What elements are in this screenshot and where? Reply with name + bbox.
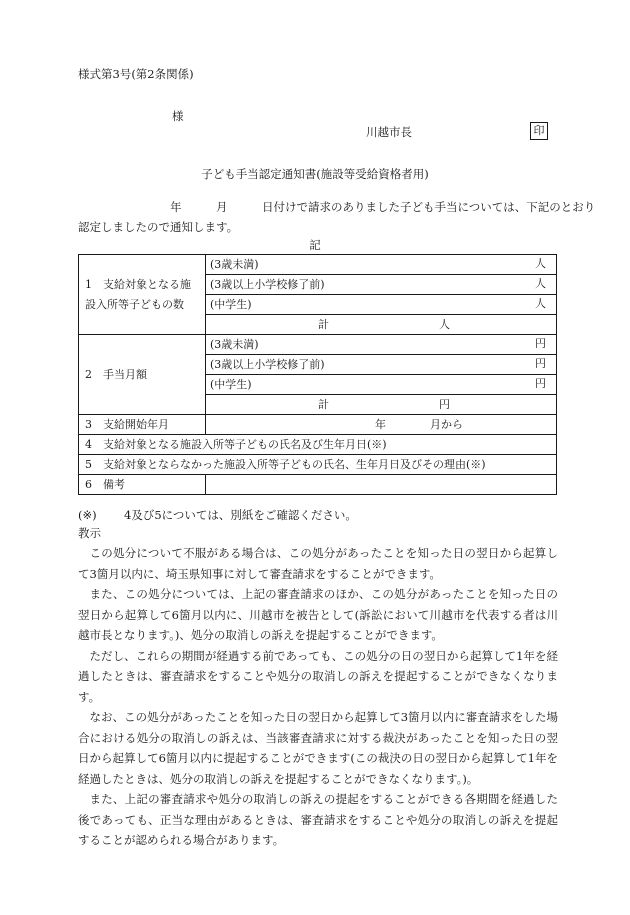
row1-total-label: 計 bbox=[318, 317, 329, 331]
intro-month-label: 月 bbox=[216, 200, 228, 214]
kyoji-heading: 教示 bbox=[78, 526, 101, 540]
row2-item bbox=[206, 375, 557, 395]
row3-label: 3 支給開始年月 bbox=[79, 415, 206, 435]
row2-item-unit: 円 bbox=[535, 357, 546, 370]
row1-item-unit: 人 bbox=[535, 257, 546, 270]
row1-item-unit: 人 bbox=[535, 297, 546, 310]
table-row bbox=[79, 475, 557, 495]
notice-table bbox=[78, 254, 557, 495]
row6-label: 6 備考 bbox=[79, 475, 206, 495]
row3-year: 年 bbox=[375, 417, 386, 431]
row2-item-unit: 円 bbox=[535, 377, 546, 390]
footnote bbox=[78, 507, 357, 524]
row3-value bbox=[206, 415, 557, 435]
table-row bbox=[79, 335, 557, 355]
form-number: 様式第3号(第2条関係) bbox=[78, 67, 194, 81]
intro-line-1 bbox=[78, 197, 596, 217]
footnote-text: 4及び5については、別紙をご確認ください。 bbox=[124, 508, 357, 522]
row1-item-name: (3歳未満) bbox=[210, 257, 259, 271]
row2-item bbox=[206, 355, 557, 375]
row1-item-name: (3歳以上小学校修了前) bbox=[210, 277, 325, 291]
table-row bbox=[79, 255, 557, 275]
kyoji-paragraph: また、この処分については、上記の審査請求のほか、この処分があったことを知った日の翌日から起算して6箇月以内に、川越市を被告として(訴訟において川越市を代表する者は川越市長となります。)、処分の取消しの訴えを提起することができます。 bbox=[78, 587, 558, 642]
document-title: 子ども手当認定通知書(施設等受給資格者用) bbox=[201, 167, 429, 181]
row2-item bbox=[206, 335, 557, 355]
kyoji-paragraph: また、上記の審査請求や処分の取消しの訴えの提起をすることができる各期間を経過した後であっても、正当な理由があるときは、審査請求をすることや処分の取消しの訴えを提起することが認められる場合があります。 bbox=[78, 792, 558, 847]
kyoji-body bbox=[78, 543, 558, 851]
row1-item bbox=[206, 255, 557, 275]
row2-total-label: 計 bbox=[318, 397, 329, 411]
addressee-suffix: 様 bbox=[172, 109, 184, 123]
table-row bbox=[79, 455, 557, 475]
row2-item-name: (3歳未満) bbox=[210, 337, 259, 351]
row6-value bbox=[206, 475, 557, 495]
kyoji-paragraph: ただし、これらの期間が経過する前であっても、この処分の日の翌日から起算して1年を経過したときは、審査請求をすることや処分の取消しの訴えを提起することができなくなります。 bbox=[78, 648, 558, 704]
footnote-mark: (※) bbox=[78, 508, 97, 522]
row1-label: 1 支給対象となる施設入所等子どもの数 bbox=[79, 255, 206, 335]
intro-line-1-rest: 日付けで請求のありました子ども手当については、下記のとおり bbox=[262, 200, 596, 214]
row5-label: 5 支給対象とならなかった施設入所等子どもの氏名、生年月日及びその理由(※) bbox=[79, 455, 557, 475]
row1-item-name: (中学生) bbox=[210, 297, 252, 311]
row4-label: 4 支給対象となる施設入所等子どもの氏名及び生年月日(※) bbox=[79, 435, 557, 455]
row2-item-name: (3歳以上小学校修了前) bbox=[210, 357, 325, 371]
row1-total bbox=[206, 315, 557, 335]
intro-paragraph bbox=[78, 197, 596, 237]
seal-mark: 印 bbox=[530, 122, 548, 140]
kyoji-paragraph: この処分について不服がある場合は、この処分があったことを知った日の翌日から起算して3箇月以内に、埼玉県知事に対して審査請求をすることができます。 bbox=[78, 546, 558, 581]
row1-item bbox=[206, 295, 557, 315]
row2-total-unit: 円 bbox=[439, 397, 450, 411]
row2-total bbox=[206, 395, 557, 415]
row1-item-unit: 人 bbox=[535, 277, 546, 290]
intro-year-label: 年 bbox=[170, 200, 182, 214]
row2-item-name: (中学生) bbox=[210, 377, 252, 391]
issuer-name: 川越市長 bbox=[366, 125, 412, 139]
row2-item-unit: 円 bbox=[535, 337, 546, 350]
table-row bbox=[79, 435, 557, 455]
table-row bbox=[79, 415, 557, 435]
intro-line-2: 認定しましたので通知します。 bbox=[78, 220, 239, 234]
row1-total-unit: 人 bbox=[439, 317, 450, 331]
row3-month-from: 月から bbox=[430, 417, 463, 431]
row1-item bbox=[206, 275, 557, 295]
ki-heading: 記 bbox=[309, 238, 321, 252]
row2-label: 2 手当月額 bbox=[79, 335, 206, 415]
kyoji-paragraph: なお、この処分があったことを知った日の翌日から起算して3箇月以内に審査請求をした場合における処分の取消しの訴えは、当該審査請求に対する裁決があったことを知った日の翌日から起算して6箇月以内に提起することができます(この裁決の日の翌日から起算して1年を経過したときは、処分の取消しの訴えを提起することができなくなります。)。 bbox=[78, 710, 558, 786]
